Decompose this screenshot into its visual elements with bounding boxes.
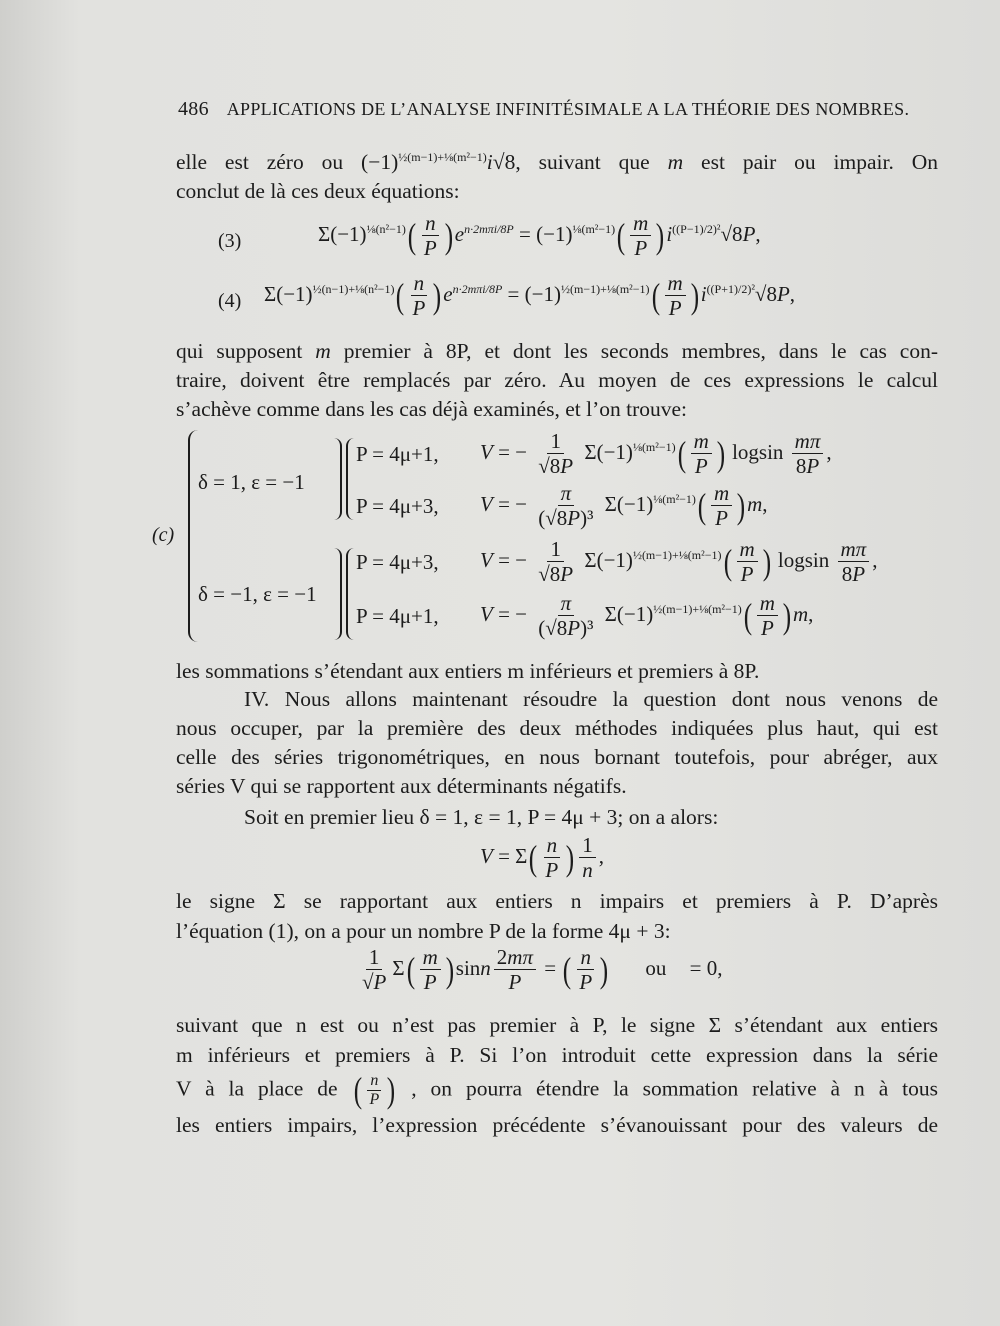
row-2-formula: V = − $\frac{\pi}{\text{(√8P)³}}$ $\Sigma(-1)^{\frac{1}{8}(m^2-1)}$( $\frac{m}{P}$ )m, (480, 481, 768, 531)
formula-system-c (152, 429, 950, 645)
text-line-17: les entiers impairs, l’expression précédente s’évanouissant pour des valeurs de (176, 1113, 938, 1137)
equation-label-3: (3) (218, 230, 242, 252)
row-4-condition: P = 4μ+1, (356, 604, 439, 628)
text-line-15: m inférieurs et premiers à P. Si l’on introduit cette expression dans la série (176, 1043, 938, 1067)
var-m: m (667, 150, 684, 175)
inline-legendre: ( $\frac{n}{P}$ ) (353, 1070, 396, 1111)
equation-3: $\Sigma(-1)^{\frac{1}{8}(n^2-1)}$( $\frac{n}{P}$ )$e^{n\cdot 2m\pi i/8P} = (-1)^{\frac{1}{8}(m^2-1)}$( $\frac{m}{P}$ )$i^{((P-1)/2)^2}√8P$, (318, 211, 761, 261)
text-line-6: les sommations s’étendant aux entiers m inférieurs et premiers à 8P. (176, 659, 760, 683)
var-m: m (315, 339, 331, 363)
text-line-7: IV. Nous allons maintenant résoudre la question dont nous venons de (244, 687, 938, 711)
equation-V: V = Σ( $\frac{n}{P}$ ) $\frac{1}{n}$ , (480, 833, 604, 883)
text-fragment: premier à 8P, et dont les seconds membres, dans le cas con- (343, 339, 938, 363)
text-fragment: , on pourra étendre la sommation relative à n à tous (411, 1076, 939, 1101)
text-line-12: le signe Σ se rapportant aux entiers n impairs et premiers à P. D’après (176, 889, 938, 913)
word-ou: ou (645, 955, 667, 980)
text-line-11: Soit en premier lieu δ = 1, ε = 1, P = 4μ + 3; on a alors: (244, 805, 719, 829)
inline-formula: $(-1)^{\frac{1}{2}(m-1)+\frac{1}{8}(m^2-1)}i√8$, (361, 150, 521, 175)
text-fragment: V à la place de (176, 1076, 338, 1101)
text-line-14: suivant que n est ou n’est pas premier à P, le signe Σ s’étendant aux entiers (176, 1013, 938, 1037)
row-1-condition: P = 4μ+1, (356, 442, 439, 466)
row-2-condition: P = 4μ+3, (356, 494, 439, 518)
case-2-condition: δ = −1, ε = −1 (198, 582, 317, 606)
equation-sum-sin: $\frac{1}{√P}$ Σ( $\frac{m}{P}$ )sinn $\frac{2m\pi}{P}$ = ( $\frac{n}{P}$ ) ou = 0, (362, 945, 723, 995)
text-line-8: nous occuper, par la première des deux méthodes indiquées plus haut, qui est (176, 716, 938, 740)
text-line-16 (176, 1072, 938, 1109)
text-fragment: suivant que (538, 150, 650, 175)
text-line-5: s’achève comme dans les cas déjà examinés, et l’on trouve: (176, 397, 688, 421)
text-line-10: séries V qui se rapportent aux déterminants négatifs. (176, 774, 627, 798)
equation-4: $\Sigma(-1)^{\frac{1}{2}(n-1)+\frac{1}{8}(n^2-1)}$( $\frac{n}{P}$ )$e^{n\cdot 2m\pi i/8P} = (-1)^{\frac{1}{2}(m-1)+\frac{1}{8}(m^2-1)}$( $\frac{m}{P}$ )$i^{((P+1)/2)^2}√8P$, (264, 271, 796, 321)
text-fragment: elle est zéro ou (176, 150, 344, 175)
case-2-brace-right (330, 548, 342, 640)
system-brace (188, 430, 202, 642)
case-1-condition: δ = 1, ε = −1 (198, 470, 305, 494)
equation-label-4: (4) (218, 290, 242, 312)
row-4-formula: V = − $\frac{\pi}{\text{(√8P)³}}$ $\Sigma(-1)^{\frac{1}{2}(m-1)+\frac{1}{8}(m^2-1)}$( $\frac{m}{P}$ )m, (480, 591, 814, 641)
running-title: APPLICATIONS DE L’ANALYSE INFINITÉSIMALE A LA THÉORIE DES NOMBRES. (226, 99, 910, 119)
text-line-1 (176, 142, 938, 177)
case-1-brace-right (330, 438, 342, 520)
text-line-2: conclut de là ces deux équations: (176, 179, 460, 203)
page-number: 486 (178, 98, 209, 120)
equals-zero: = 0, (689, 955, 723, 980)
text-line-4: traire, doivent être remplacés par zéro. Au moyen de ces expressions le calcul (176, 368, 938, 392)
text-fragment: qui supposent (176, 339, 303, 363)
system-label: (c) (152, 524, 175, 546)
row-3-condition: P = 4μ+3, (356, 550, 439, 574)
running-header (178, 98, 938, 121)
row-3-formula: V = − $\frac{1}{√8P}$ $\Sigma(-1)^{\frac{1}{2}(m-1)+\frac{1}{8}(m^2-1)}$( $\frac{m}{P}$ ) logsin $\frac{m\pi}{8P}$ , (480, 537, 878, 587)
row-1-formula: V = − $\frac{1}{√8P}$ $\Sigma(-1)^{\frac{1}{8}(m^2-1)}$( $\frac{m}{P}$ ) logsin $\frac{m\pi}{8P}$ , (480, 429, 832, 479)
text-line-13: l’équation (1), on a pour un nombre P de la forme 4μ + 3: (176, 919, 671, 943)
text-line-9: celle des séries trigonométriques, en nous bornant toutefois, pour abréger, aux (176, 745, 938, 769)
text-line-3 (176, 336, 938, 366)
text-fragment: est pair ou impair. On (701, 150, 939, 175)
